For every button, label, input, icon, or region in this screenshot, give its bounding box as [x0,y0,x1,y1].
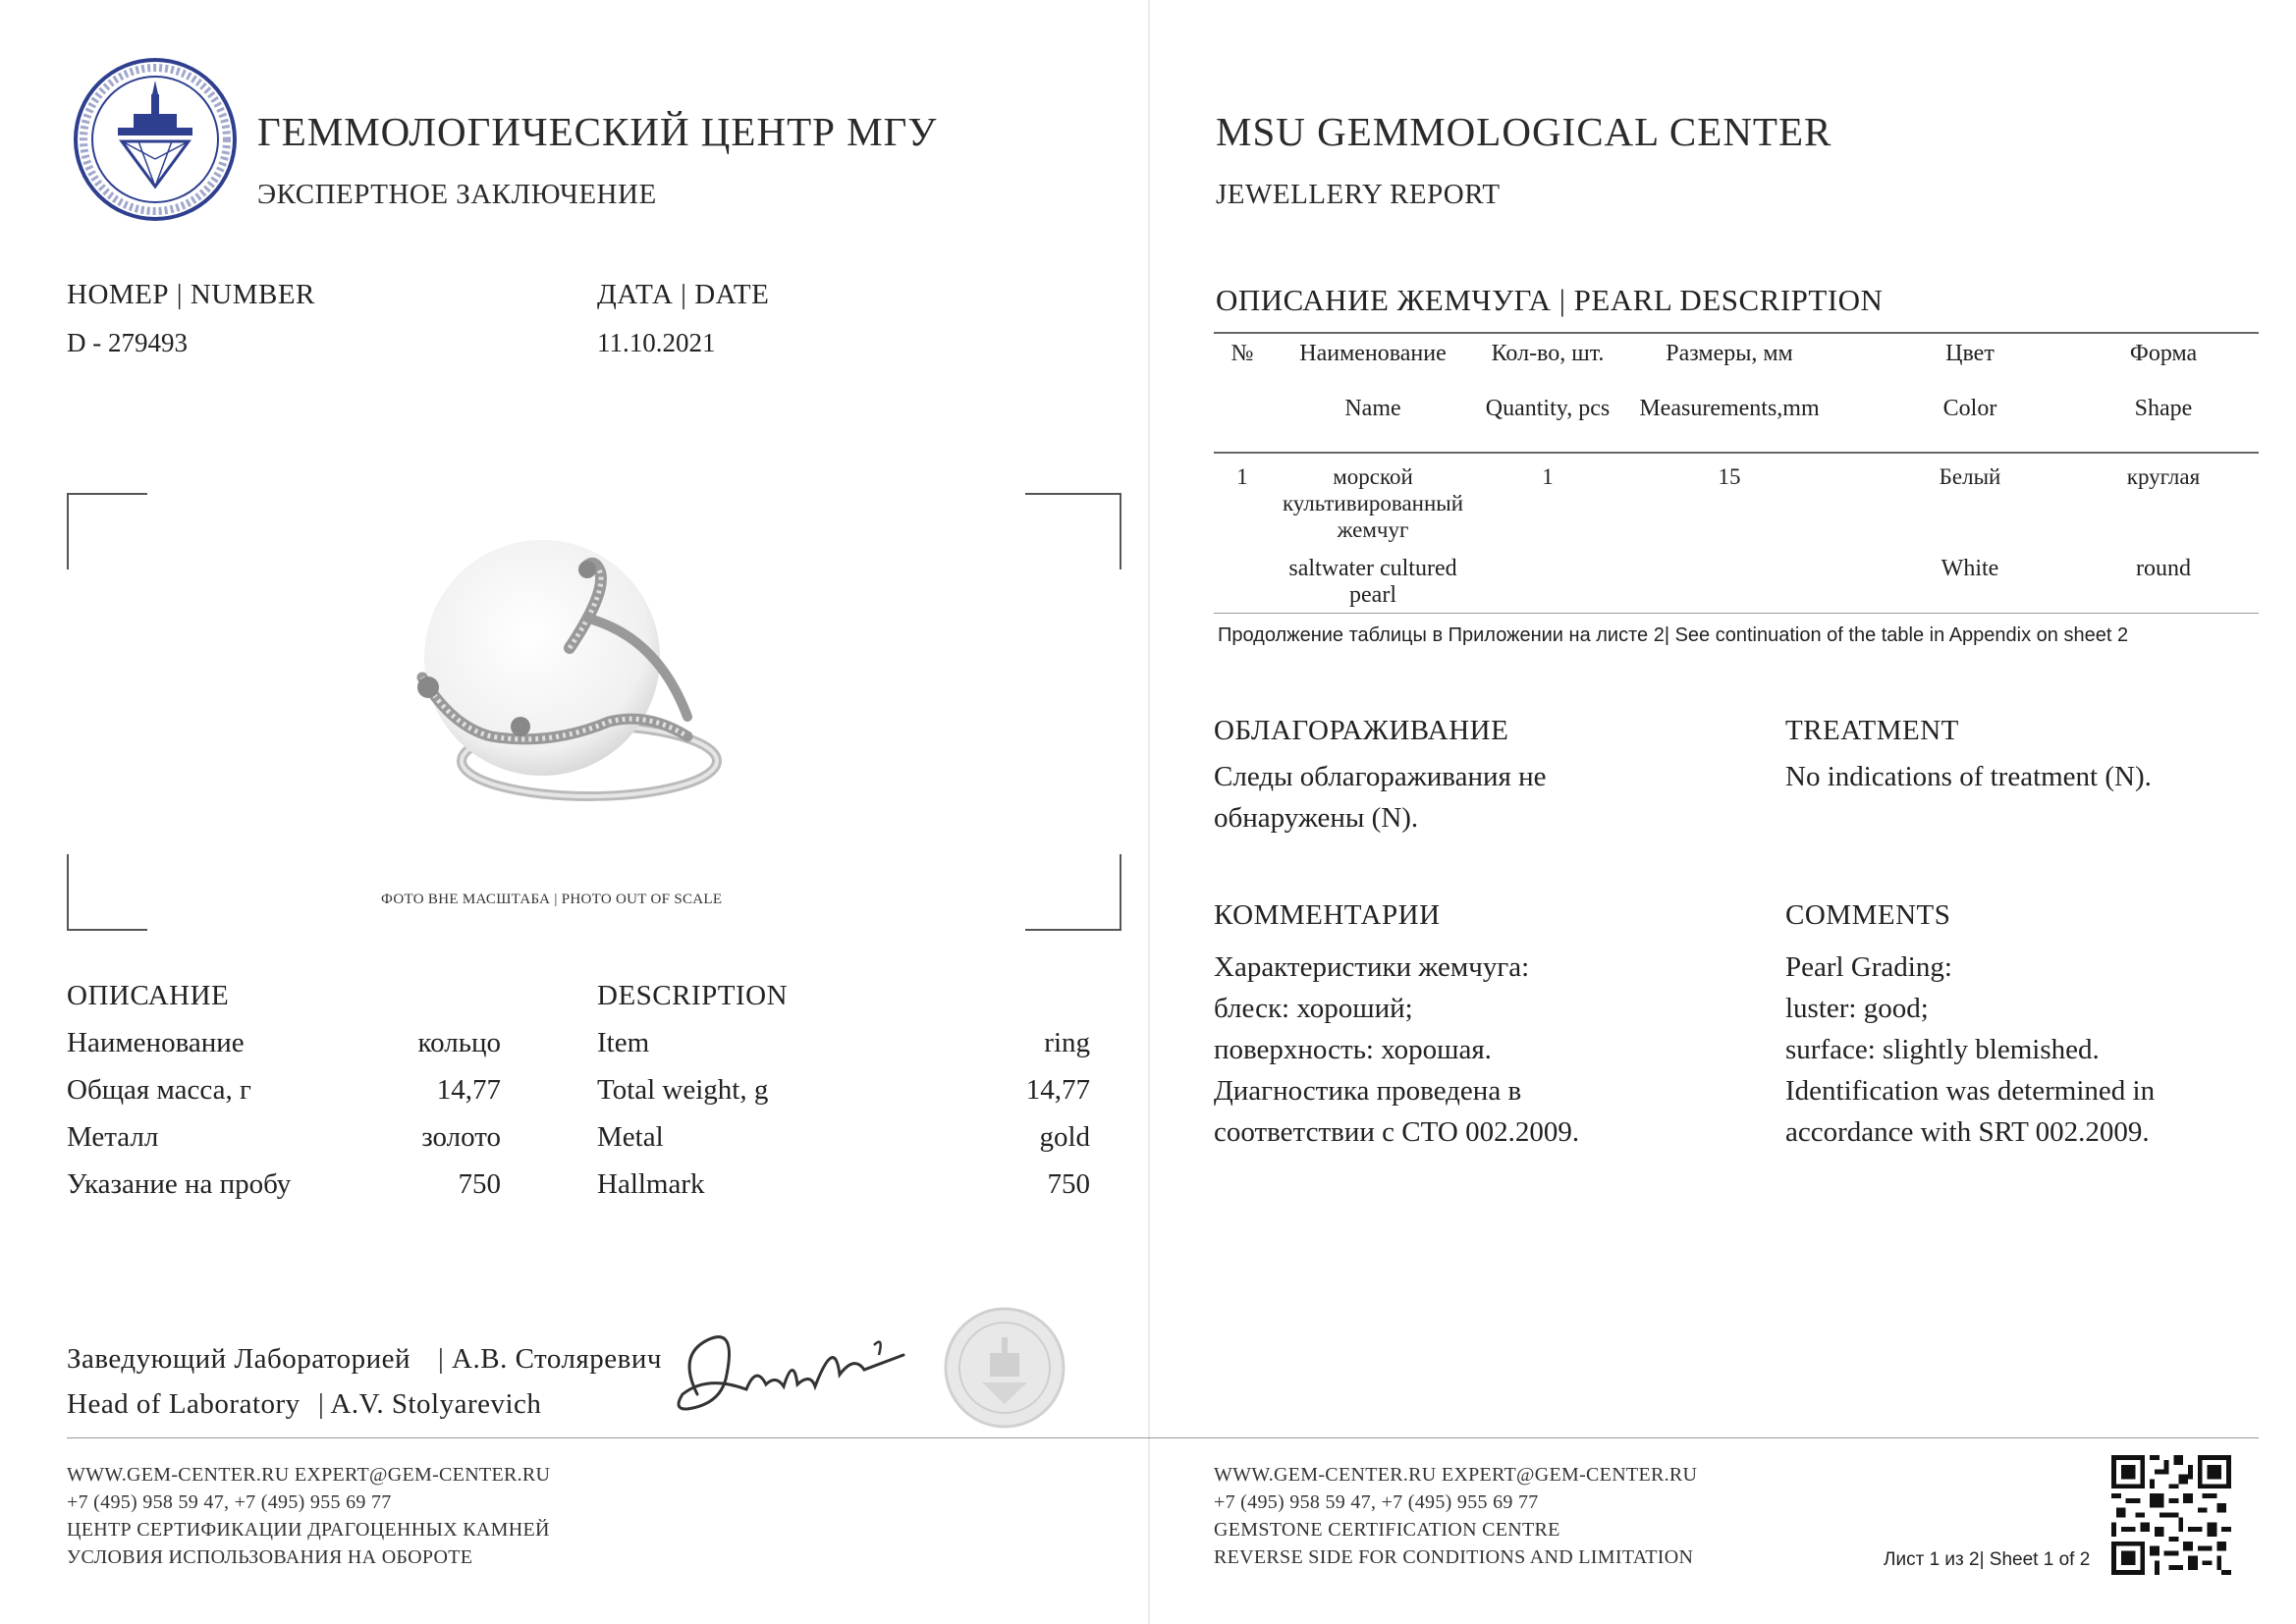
report-type-ru: ЭКСПЕРТНОЕ ЗАКЛЮЧЕНИЕ [257,179,657,210]
footer-rule [67,1437,1230,1438]
desc-value-ru: 750 [458,1168,501,1200]
comments-heading-ru: КОММЕНТАРИИ [1214,899,1441,931]
footer-line: +7 (495) 958 59 47, +7 (495) 955 69 77 [1214,1491,1539,1513]
footer-rule [1214,1437,2259,1438]
col-header-shape-en: Shape [2134,396,2193,421]
treatment-text-en: No indications of treatment (N). [1785,761,2152,792]
report-type-en: JEWELLERY REPORT [1216,179,1501,210]
col-header-color-en: Color [1942,396,1997,421]
comments-line-en: luster: good; [1785,993,1929,1024]
comments-line-en: surface: slightly blemished. [1785,1034,2100,1065]
desc-label-ru: Указание на пробу [67,1168,292,1200]
comments-line-en: accordance with SRT 002.2009. [1785,1116,2150,1148]
cell-no: 1 [1236,464,1248,489]
signature-icon [668,1316,923,1424]
cell-color-ru: Белый [1939,464,2001,489]
desc-label-ru: Наименование [67,1027,245,1058]
number-label: НОМЕР | NUMBER [67,279,315,310]
pearl-description-heading: ОПИСАНИЕ ЖЕМЧУГА | PEARL DESCRIPTION [1216,283,1884,317]
comments-line-en: Pearl Grading: [1785,951,1952,983]
col-header-qty-ru: Кол-во, шт. [1491,341,1605,366]
qr-code-icon [2111,1455,2231,1575]
cell-size: 15 [1718,464,1741,489]
cell-qty: 1 [1542,464,1554,489]
col-header-name-en: Name [1344,396,1401,421]
page-fold [1148,0,1150,1624]
col-header-size-ru: Размеры, мм [1666,341,1793,366]
cell-shape-ru: круглая [2126,464,2201,489]
desc-label-ru: Металл [67,1121,159,1153]
cell-shape-en: round [2136,556,2191,581]
cell-name-ru: морской культивированный жемчуг [1282,464,1464,542]
photo-caption: ФОТО ВНЕ МАСШТАБА | PHOTO OUT OF SCALE [381,892,723,907]
footer-line: ЦЕНТР СЕРТИФИКАЦИИ ДРАГОЦЕННЫХ КАМНЕЙ [67,1519,550,1541]
footer-line: WWW.GEM-CENTER.RU EXPERT@GEM-CENTER.RU [67,1464,551,1486]
desc-value-ru: 14,77 [436,1074,501,1106]
number-value: D - 279493 [67,328,188,357]
sheet-number: Лист 1 из 2| Sheet 1 of 2 [1884,1549,2091,1570]
table-rule [1214,332,2259,334]
comments-line-ru: Диагностика проведена в [1214,1075,1522,1107]
desc-value-en: 750 [1047,1168,1090,1200]
signature-name-en: | A.V. Stolyarevich [318,1388,542,1420]
desc-value-en: 14,77 [1025,1074,1090,1106]
photo-frame-corner [67,493,147,569]
date-value: 11.10.2021 [597,328,716,357]
footer-line: УСЛОВИЯ ИСПОЛЬЗОВАНИЯ НА ОБОРОТЕ [67,1546,473,1568]
desc-label-en: Hallmark [597,1168,705,1200]
col-header-size-en: Measurements,mm [1639,396,1820,421]
col-header-qty-en: Quantity, pcs [1485,396,1611,421]
desc-value-en: gold [1039,1121,1090,1153]
cell-color-en: White [1941,556,1999,581]
signature-role-ru: Заведующий Лабораторией [67,1343,411,1375]
col-header-shape-ru: Форма [2129,341,2198,366]
signature-role-en: Head of Laboratory [67,1388,301,1420]
ring-photo-icon [412,530,727,815]
col-header-color-ru: Цвет [1945,341,1995,366]
comments-line-ru: Характеристики жемчуга: [1214,951,1530,983]
footer-line: WWW.GEM-CENTER.RU EXPERT@GEM-CENTER.RU [1214,1464,1698,1486]
comments-line-en: Identification was determined in [1785,1075,2156,1107]
date-label: ДАТА | DATE [597,279,770,310]
desc-label-en: Metal [597,1121,664,1153]
comments-line-ru: блеск: хороший; [1214,993,1413,1024]
org-title-ru: ГЕММОЛОГИЧЕСКИЙ ЦЕНТР МГУ [257,109,938,154]
treatment-text-ru: Следы облагораживания не обнаружены (N). [1214,761,1547,834]
msu-logo-seal-icon [73,57,238,222]
photo-frame-corner [1025,493,1121,569]
footer-line: GEMSTONE CERTIFICATION CENTRE [1214,1519,1560,1541]
photo-frame-corner [1025,854,1121,931]
footer-line: +7 (495) 958 59 47, +7 (495) 955 69 77 [67,1491,392,1513]
comments-heading-en: COMMENTS [1785,899,1951,931]
desc-value-en: ring [1044,1027,1090,1058]
photo-frame-corner [67,854,147,931]
desc-value-ru: золото [421,1121,501,1153]
table-continuation-note: Продолжение таблицы в Приложении на листе 2| See continuation of the table in Appendix on sheet 2 [1218,624,2129,646]
description-heading-ru: ОПИСАНИЕ [67,980,230,1011]
treatment-heading-ru: ОБЛАГОРАЖИВАНИЕ [1214,715,1509,746]
desc-label-ru: Общая масса, г [67,1074,251,1106]
desc-value-ru: кольцо [417,1027,501,1058]
desc-label-en: Total weight, g [597,1074,769,1106]
description-heading-en: DESCRIPTION [597,980,789,1011]
col-header-no: № [1230,341,1254,366]
comments-line-ru: соответствии с СТО 002.2009. [1214,1116,1580,1148]
signature-name-ru: | А.В. Столяревич [438,1343,662,1375]
col-header-name-ru: Наименование [1299,341,1447,366]
lab-stamp-icon [943,1306,1066,1430]
footer-line: REVERSE SIDE FOR CONDITIONS AND LIMITATION [1214,1546,1694,1568]
table-rule [1214,452,2259,454]
org-title-en: MSU GEMMOLOGICAL CENTER [1216,109,1832,154]
cell-name-en: saltwater cultured pearl [1288,556,1457,608]
comments-line-ru: поверхность: хорошая. [1214,1034,1492,1065]
table-rule [1214,613,2259,614]
treatment-heading-en: TREATMENT [1785,715,1959,746]
desc-label-en: Item [597,1027,650,1058]
